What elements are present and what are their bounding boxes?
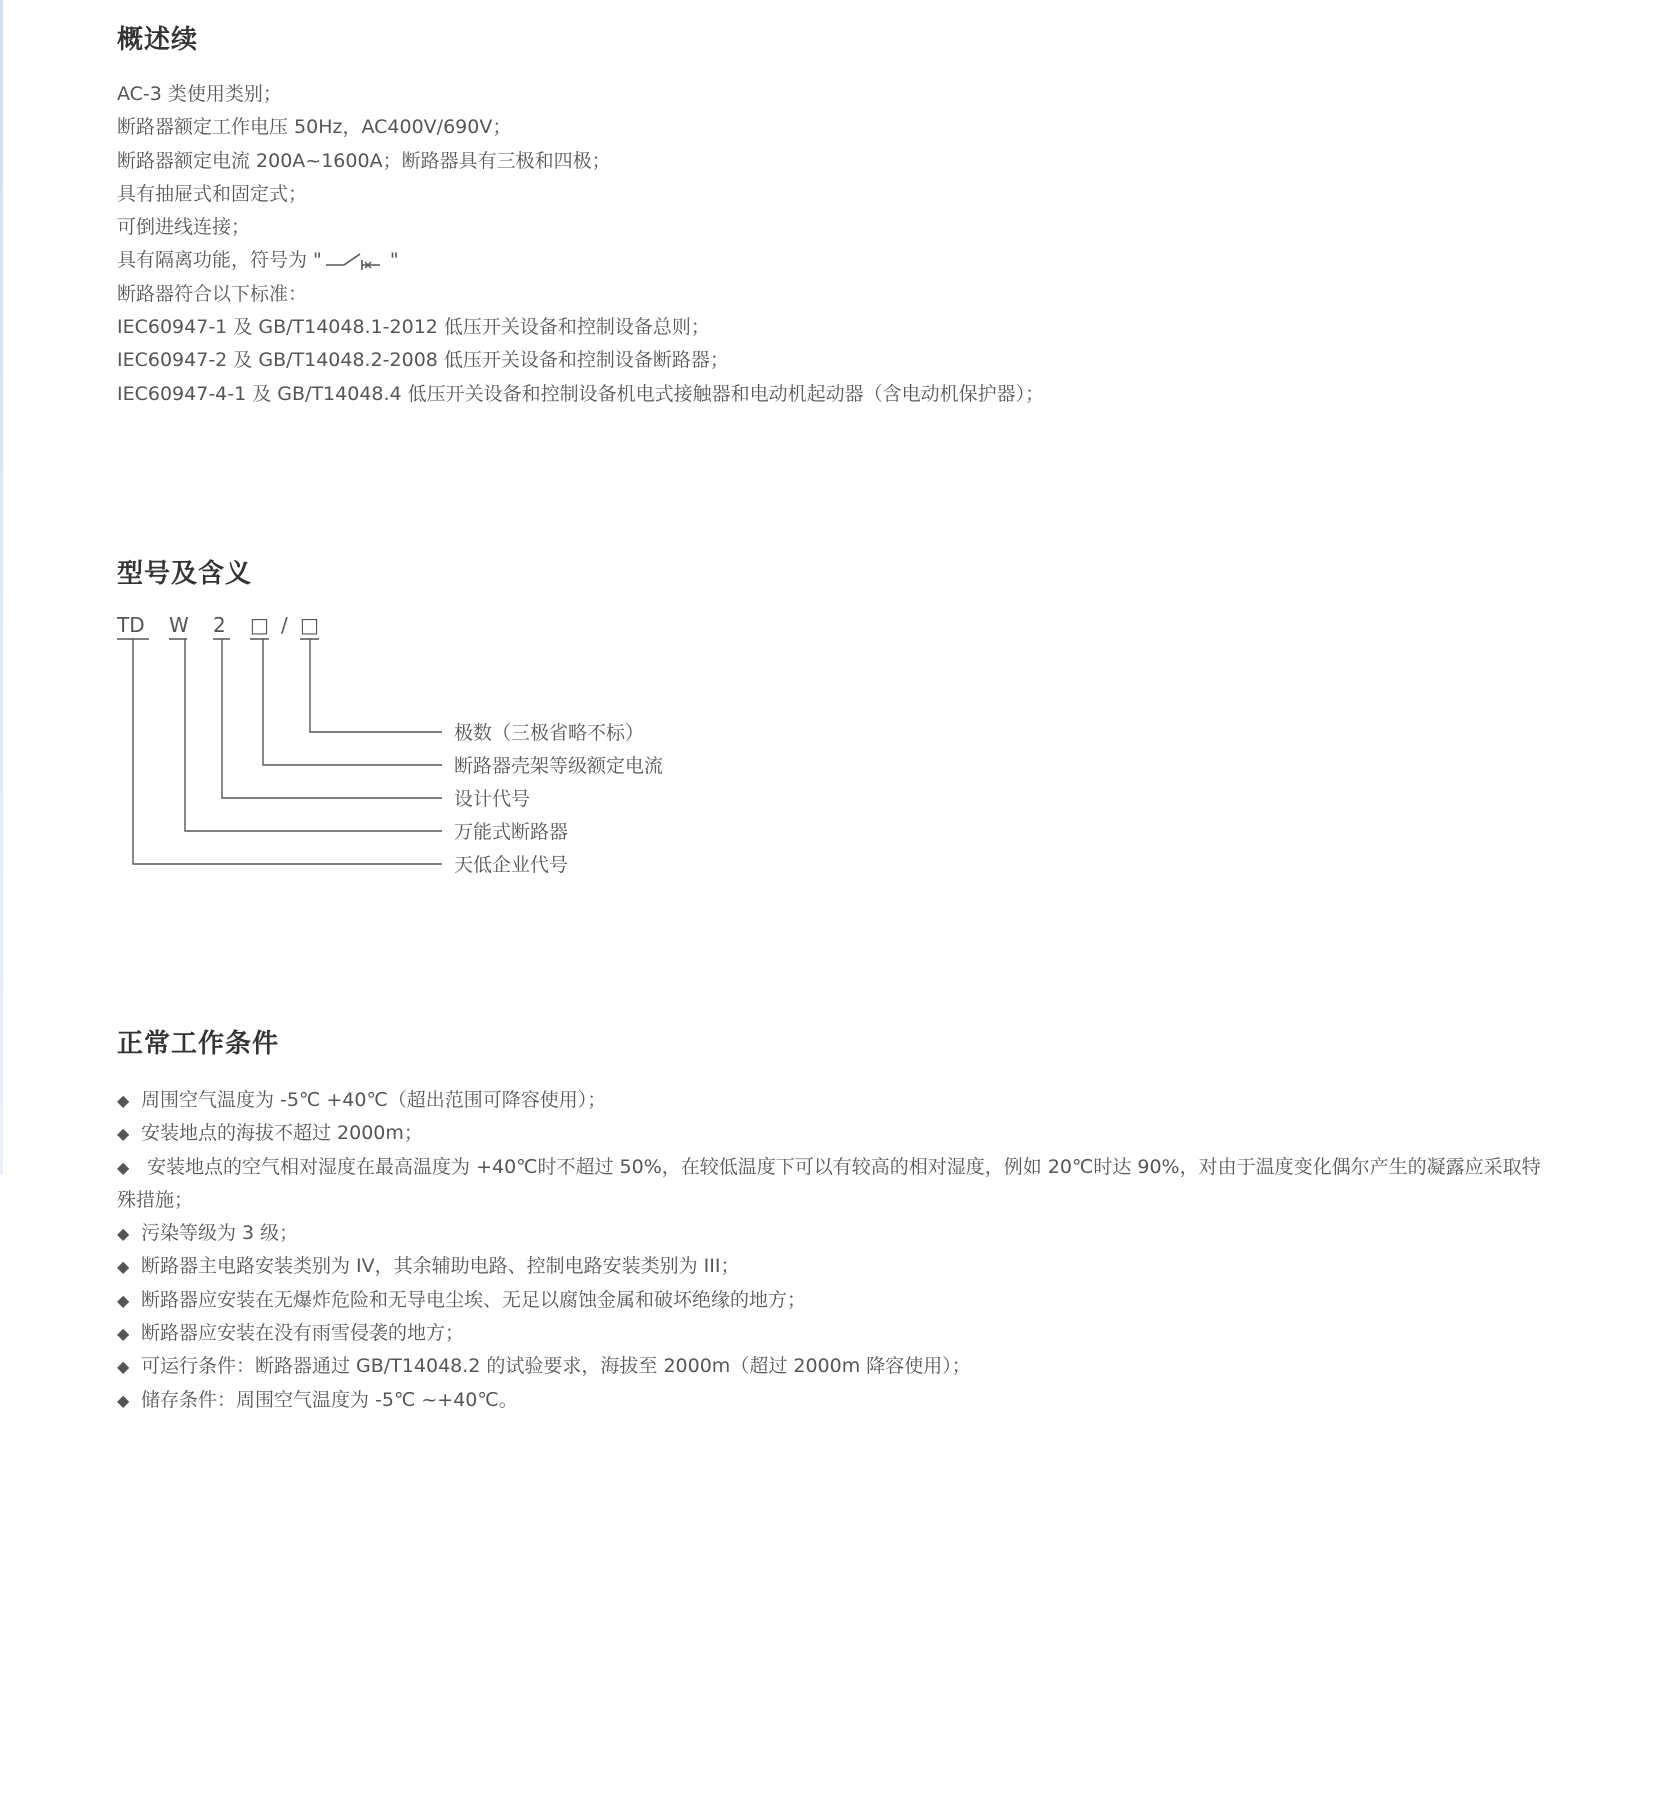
diamond-bullet-icon: ◆ [117,1257,130,1277]
diamond-bullet-icon: ◆ [117,1290,130,1310]
condition-item [117,1350,1557,1383]
condition-text: 断路器应安装在没有雨雪侵袭的地方； [141,1322,465,1345]
overview-line: 具有抽屉式和固定式； [117,182,308,205]
code-part-w: W [169,614,189,637]
isolation-line-suffix: " [383,249,399,272]
diamond-bullet-icon: ◆ [117,1390,130,1410]
isolation-line [117,244,1044,277]
diamond-bullet-icon: ◆ [117,1157,130,1177]
conditions-title: 正常工作条件 [117,1029,280,1059]
overview-list [117,78,1044,411]
condition-item [117,1284,1557,1317]
overview-line: 断路器符合以下标准： [117,282,308,305]
meaning-universal-breaker: 万能式断路器 [454,821,569,843]
diamond-bullet-icon: ◆ [117,1224,130,1244]
overview-line: 断路器额定电流 200A~1600A；断路器具有三极和四极； [117,149,611,172]
left-edge-decoration [0,0,3,1175]
isolation-line-prefix: 具有隔离功能，符号为 " [117,249,322,272]
diamond-bullet-icon: ◆ [117,1124,130,1144]
overview-line: IEC60947-2 及 GB/T14048.2-2008 低压开关设备和控制设备断路器； [117,349,729,372]
code-part-td: TD [117,614,145,637]
condition-text: 断路器主电路安装类别为 IV，其余辅助电路、控制电路安装类别为 III； [141,1255,740,1278]
meaning-company-code: 天低企业代号 [454,854,569,876]
condition-text: 可运行条件：断路器通过 GB/T14048.2 的试验要求，海拔至 2000m（超过 2000m 降容使用）； [141,1355,971,1378]
condition-item [117,1384,1557,1417]
meaning-design-code: 设计代号 [454,788,531,810]
condition-text: 断路器应安装在无爆炸危险和无导电尘埃、无足以腐蚀金属和破坏绝缘的地方； [141,1288,807,1311]
overview-line: 可倒进线连接； [117,216,251,239]
condition-item [117,1117,1557,1150]
model-title: 型号及含义 [117,559,253,589]
condition-text: 储存条件：周围空气温度为 -5℃ ~+40℃。 [141,1388,518,1411]
code-part-slash: / [281,614,288,637]
overview-line: IEC60947-4-1 及 GB/T14048.4 低压开关设备和控制设备机电式接触器和电动机起动器（含电动机保护器）； [117,382,1045,405]
condition-item [117,1250,1557,1283]
overview-title: 概述续 [117,25,199,55]
model-code-diagram [117,614,817,894]
condition-item [117,1317,1557,1350]
condition-text: 安装地点的海拔不超过 2000m； [141,1122,423,1145]
condition-item [117,1084,1557,1117]
diamond-bullet-icon: ◆ [117,1091,130,1110]
condition-text: 安装地点的空气相对湿度在最高温度为 +40℃时不超过 50%，在较低温度下可以有较高的相对湿度，例如 20℃时达 90%，对由于温度变化偶尔产生的凝露应采取特殊措施； [117,1155,1541,1211]
code-part-box-2: □ [300,614,319,637]
conditions-section [117,1026,1557,1417]
overview-section [117,22,1044,411]
code-part-box-1: □ [250,614,269,637]
overview-line: AC-3 类使用类别； [117,83,282,105]
overview-line: IEC60947-1 及 GB/T14048.1-2012 低压开关设备和控制设备总则； [117,316,710,339]
condition-text: 污染等级为 3 级； [141,1222,299,1245]
meaning-poles: 极数（三极省略不标） [454,722,645,744]
meaning-frame-current: 断路器壳架等级额定电流 [454,755,664,777]
condition-item [117,1217,1557,1250]
diamond-bullet-icon: ◆ [117,1324,130,1344]
code-part-2: 2 [213,614,226,637]
overview-line: 断路器额定工作电压 50Hz，AC400V/690V； [117,116,512,139]
model-section [117,556,817,896]
condition-item [117,1151,1557,1218]
conditions-list [117,1084,1557,1417]
diamond-bullet-icon: ◆ [117,1357,130,1377]
isolation-switch-icon [324,251,382,271]
condition-text: 周围空气温度为 -5℃ +40℃（超出范围可降容使用）； [141,1089,607,1111]
